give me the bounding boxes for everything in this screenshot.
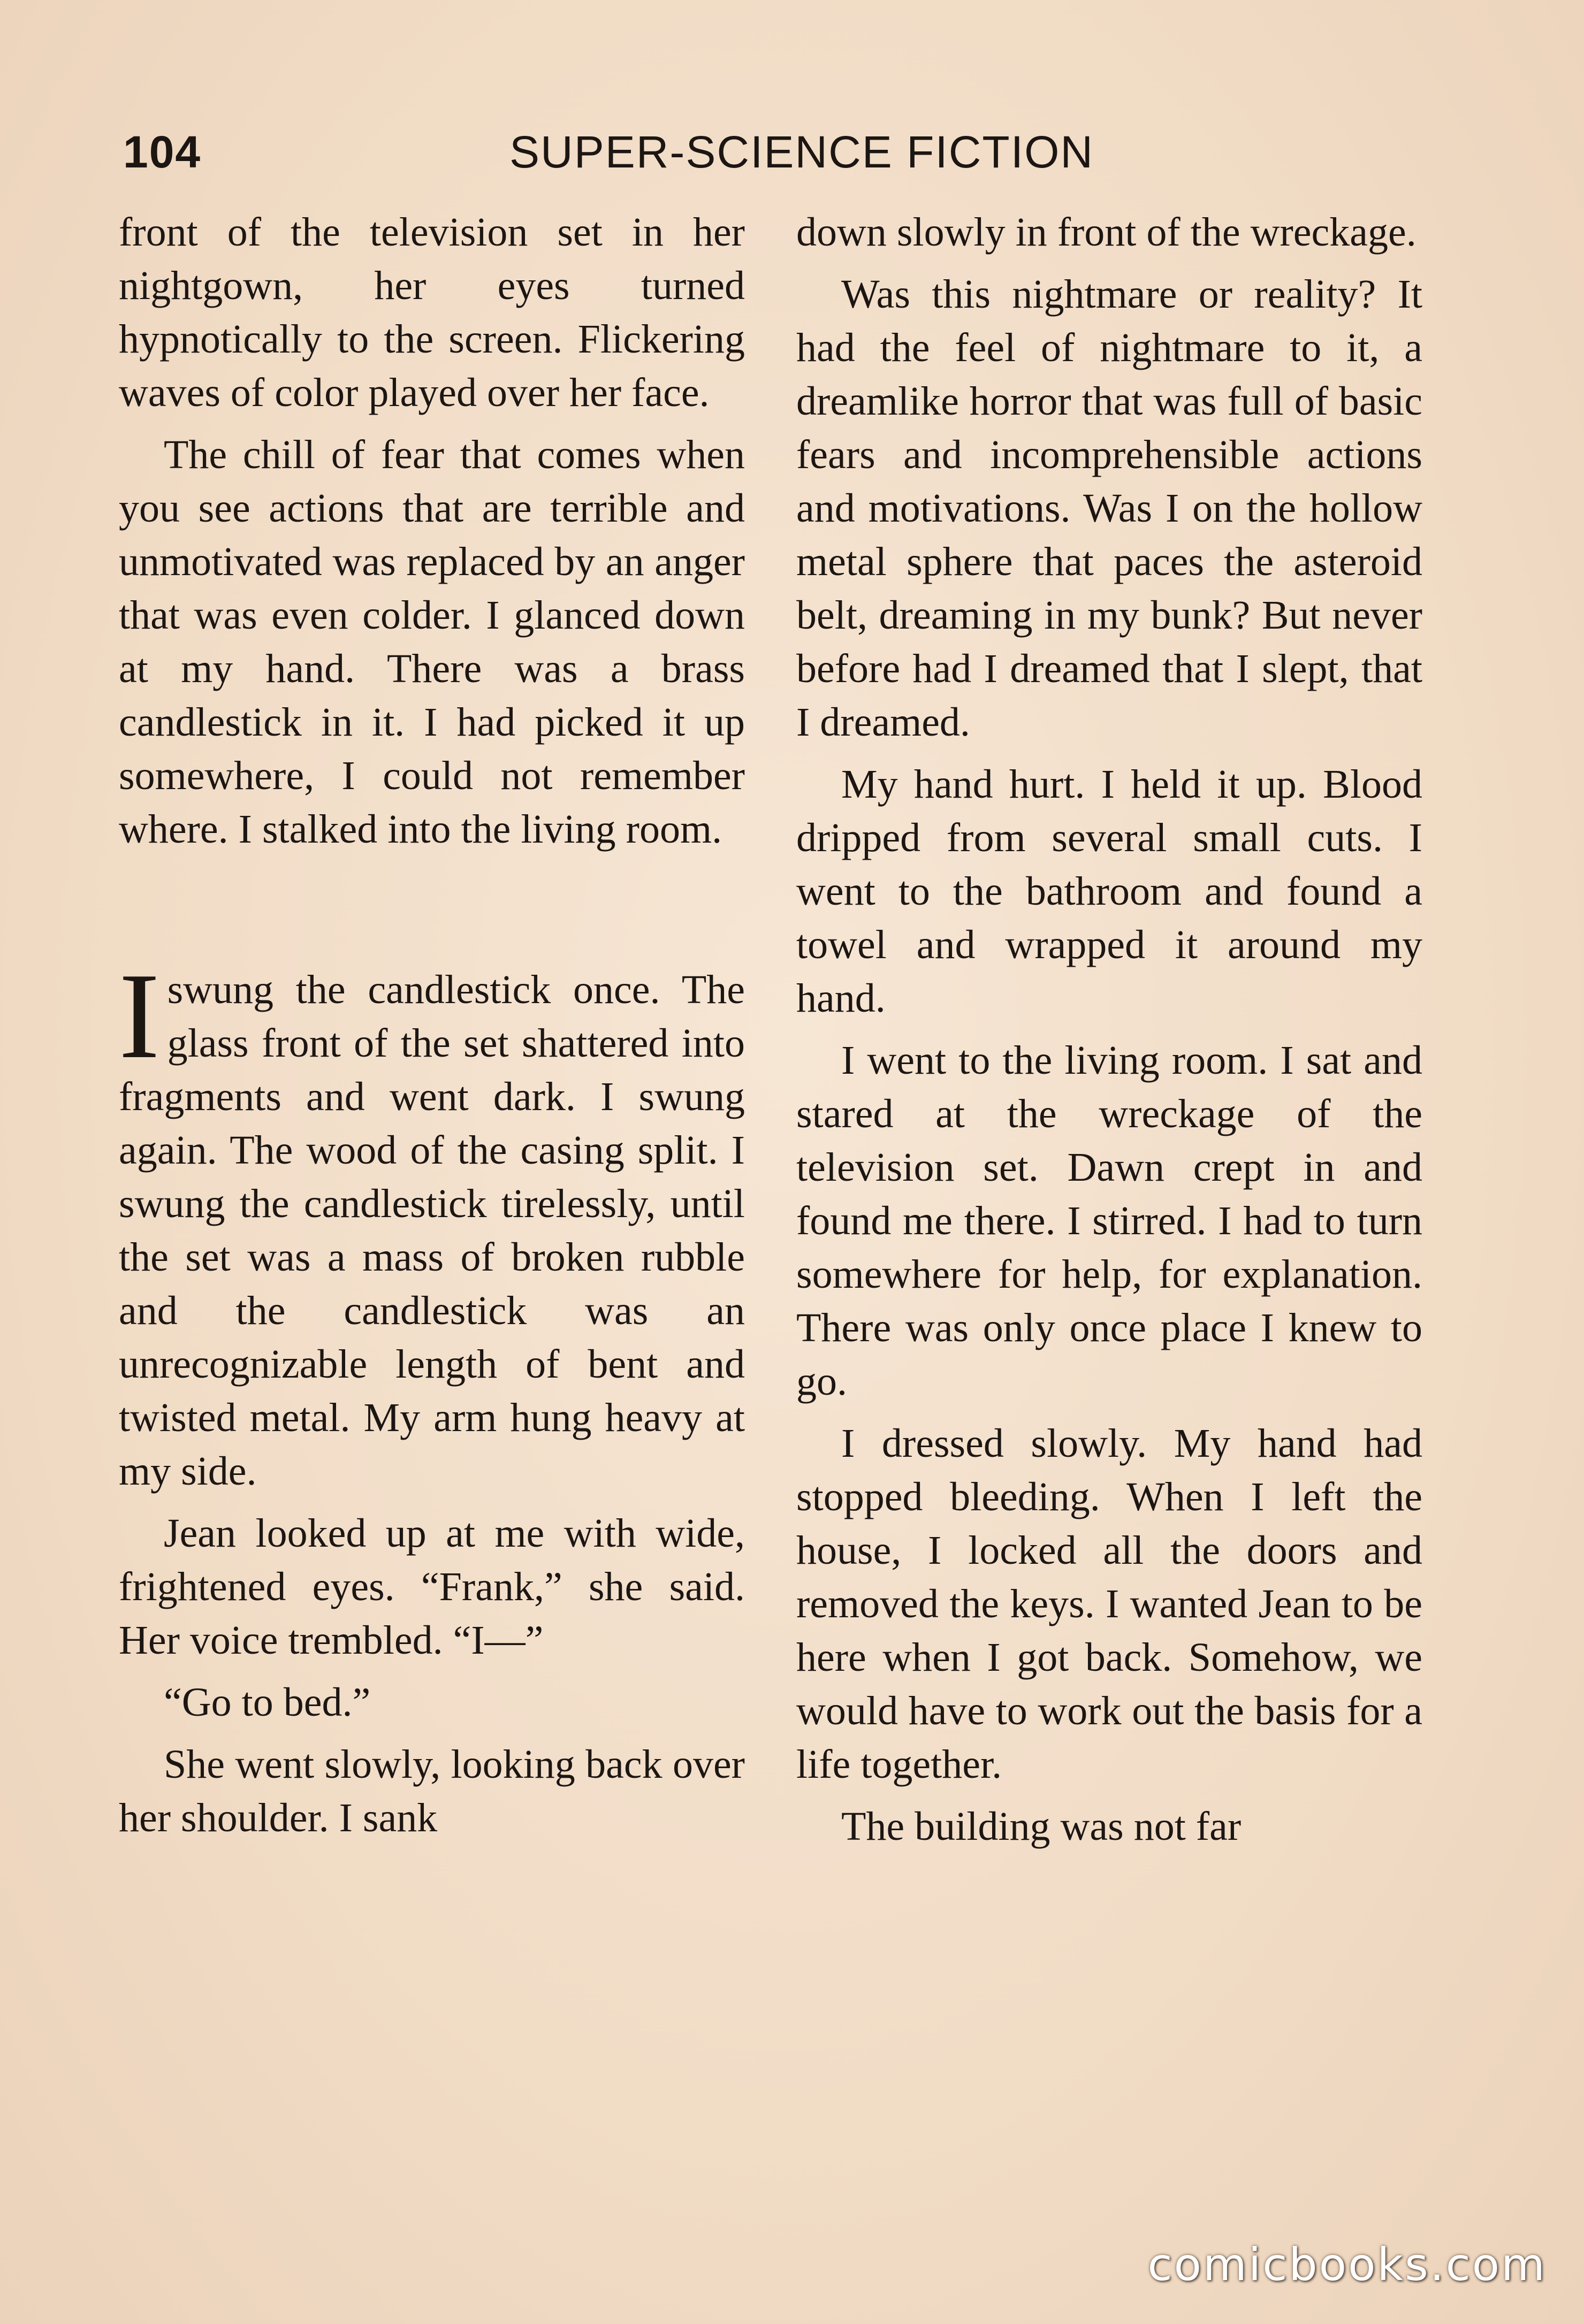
paragraph: front of the television set in her nightgown, her eyes turned hypnotically to the screen. Flickering waves of color played over her face. [119, 210, 745, 415]
paragraph: “Go to bed.” [164, 1680, 371, 1725]
paragraph: I dressed slowly. My hand had stopped bleeding. When I left the house, I locked all the doors and removed the keys. I wanted Jean to be here when I got back. Somehow, we would have to work out the basis for a life together. [796, 1421, 1422, 1787]
section-opening-paragraph [119, 947, 745, 1498]
paragraph: My hand hurt. I held it up. Blood dripped from several small cuts. I went to the bathroom and found a towel and wrapped it around my hand. [796, 762, 1422, 1021]
left-column [119, 205, 745, 1853]
watermark: comicbooks.com [1147, 2238, 1547, 2291]
running-head: SUPER-SCIENCE FICTION [509, 127, 1094, 177]
page-number: 104 [123, 127, 202, 177]
paragraph: The building was not far [841, 1804, 1242, 1849]
right-column [796, 205, 1422, 1862]
paragraph-text: swung the candlestick once. The glass front of the set shattered into fragments and went dark. I swung again. The wood of the casing split. I swung the candlestick tirelessly, until the set was a mass of broken rubble and the candlestick was an unrecognizable length of bent and twisted metal. My arm hung heavy at my side. [119, 967, 745, 1494]
paragraph: I went to the living room. I sat and stared at the wreckage of the television set. Dawn crept in and found me there. I stirred. I had to turn somewhere for help, for explanation. There was only once place I knew to go. [796, 1038, 1422, 1404]
drop-cap: I [119, 947, 160, 1084]
paragraph: Jean looked up at me with wide, frightened eyes. “Frank,” she said. Her voice trembled. “I—” [119, 1511, 745, 1663]
paragraph: down slowly in front of the wreckage. [796, 210, 1417, 255]
paragraph: The chill of fear that comes when you see actions that are terrible and unmotivated was replaced by an anger that was even colder. I glanced down at my hand. There was a brass candlestick in it. I had picked it up somewhere, I could not remember where. I stalked into the living room. [119, 432, 745, 852]
paragraph: Was this nightmare or reality? It had the feel of nightmare to it, a dreamlike horror that was full of basic fears and incomprehensible actions and motivations. Was I on the hollow metal sphere that paces the asteroid belt, dreaming in my bunk? But never before had I dreamed that I slept, that I dreamed. [796, 272, 1422, 745]
paragraph: She went slowly, looking back over her shoulder. I sank [119, 1742, 745, 1840]
page-header [123, 126, 1423, 190]
